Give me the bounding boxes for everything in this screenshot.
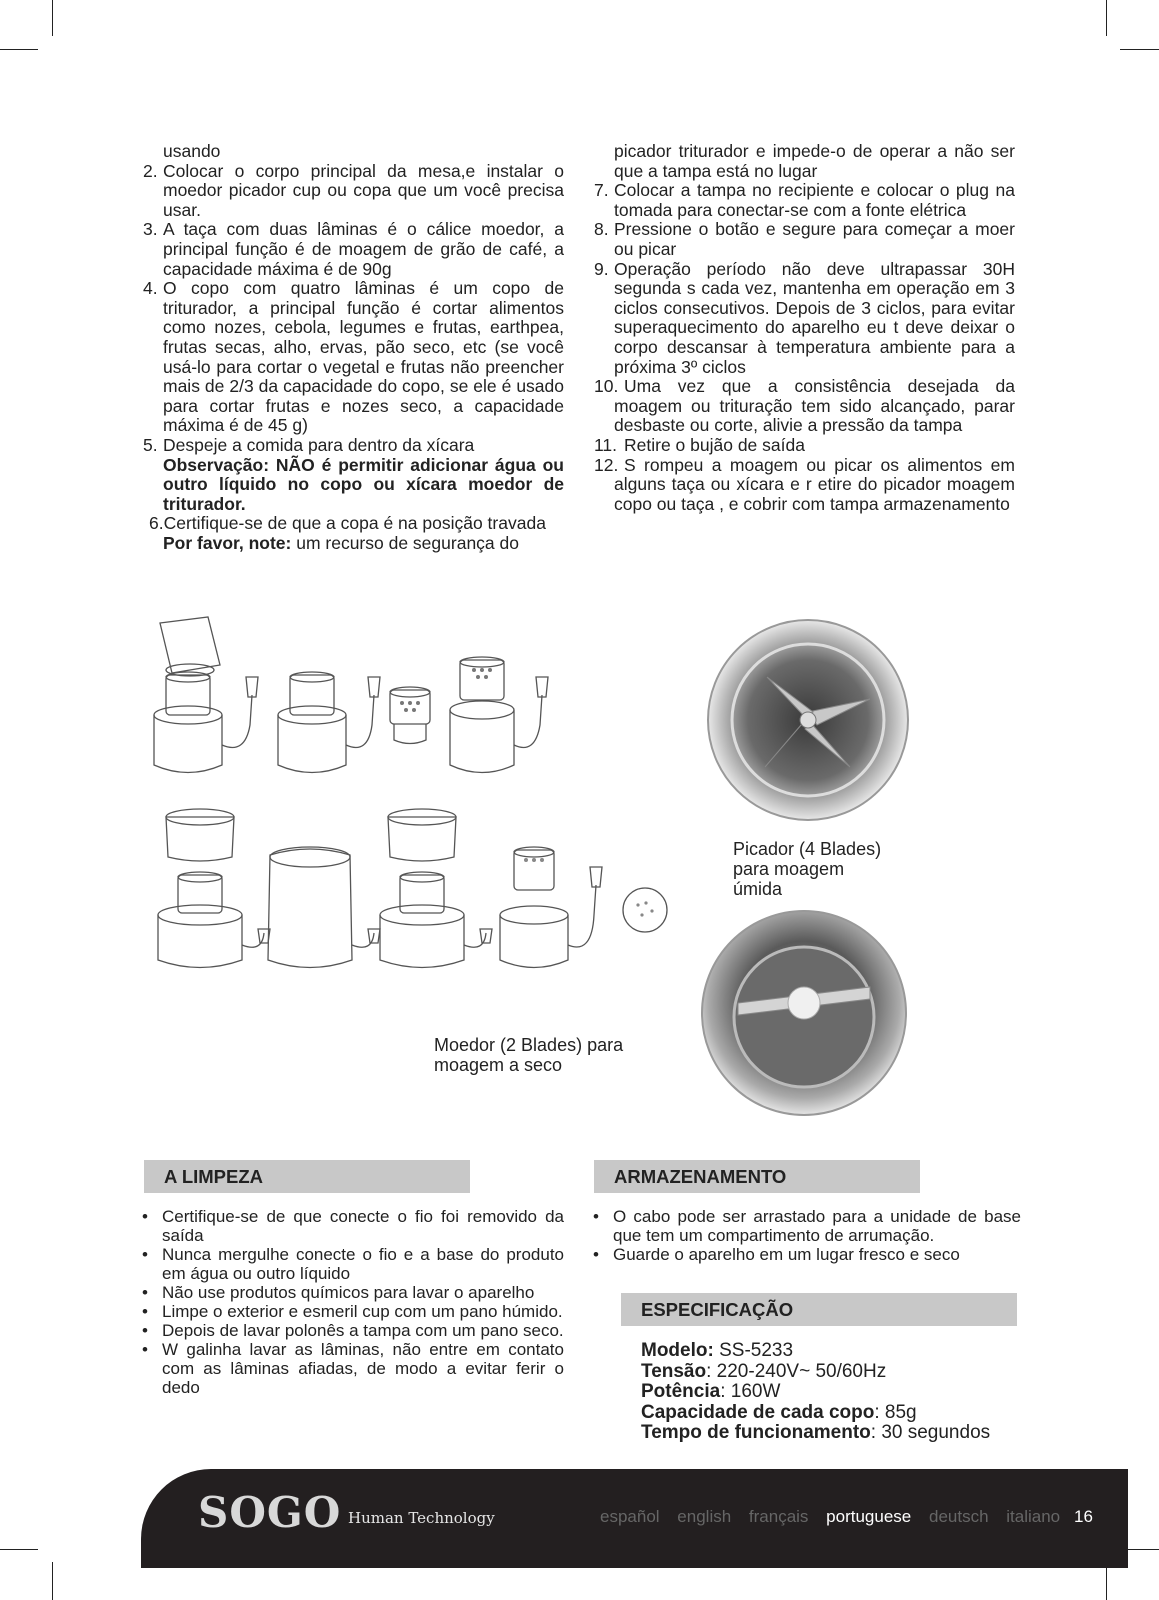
grinder-caption: Moedor (2 Blades) para moagem a seco: [434, 1035, 624, 1075]
list-item: 2. Colocar o corpo principal da mesa,e instalar o moedor picador cup ou copa que um você precisa usar.: [143, 160, 564, 220]
storage-list: [591, 1207, 1021, 1264]
continued-text: picador triturador e impede-o de operar a não ser que a tampa está no lugar: [614, 141, 1015, 181]
brand-logo: SOGO: [198, 1488, 342, 1537]
language-link: english: [677, 1507, 732, 1526]
language-link: français: [748, 1507, 809, 1526]
cleaning-list: [140, 1207, 564, 1397]
list-item: • Guarde o aparelho em um lugar fresco e seco: [591, 1245, 1021, 1264]
list-item: 7. Colocar a tampa no recipiente e colocar o plug na tomada para conectar-se com a fonte elétrica: [594, 180, 1015, 220]
specification-heading: ESPECIFICAÇÃO: [621, 1293, 1017, 1326]
language-link: italiano: [1006, 1507, 1061, 1526]
crop-mark: [1106, 0, 1107, 36]
brand-tagline: Human Technology: [348, 1509, 495, 1527]
list-item: • Certifique-se de que conecte o fio foi removido da saída: [140, 1207, 564, 1245]
assembly-illustration: [140, 615, 580, 795]
language-link: deutsch: [928, 1507, 989, 1526]
crop-mark: [1120, 49, 1159, 50]
list-item: • Não use produtos químicos para lavar o aparelho: [140, 1283, 564, 1302]
spec-power: Potência: 160W: [641, 1381, 781, 1402]
crop-mark: [0, 1549, 38, 1550]
chopper-bowl-photo: [705, 617, 911, 823]
specification-list: [641, 1341, 990, 1444]
list-item: 10. Uma vez que a consistência desejada da moagem ou trituração tem sido alcançado, parar desbaste ou corte, alivie a pressão da tampa: [594, 376, 1015, 436]
page-number: 16: [1074, 1507, 1093, 1526]
spec-voltage: Tensão: 220-240V~ 50/60Hz: [641, 1360, 887, 1382]
list-item: 9. Operação período não deve ultrapassar 30H segunda s cada vez, mantenha em operação em 3 ciclos consecutivos. Depois de 3 ciclos, para evitar superaquecimento do aparelho eu t deve deixar o corpo descansar à temperatura ambiente para a próxima 3º ciclos: [594, 258, 1015, 377]
right-column: [594, 142, 1015, 514]
list-item: 5. Despeje a comida para dentro da xícara: [143, 434, 475, 455]
crop-mark: [52, 1562, 53, 1600]
grinder-bowl-photo: [698, 907, 910, 1119]
list-item: 12. S rompeu a moagem ou picar os alimentos em alguns taça ou xícara e r etire do picador moagem copo ou taça , e cobrir com tampa armazenamento: [594, 454, 1015, 514]
storage-heading: ARMAZENAMENTO: [594, 1160, 920, 1193]
chopper-caption: Picador (4 Blades) para moagem úmida: [733, 839, 882, 899]
list-item: 11. Retire o bujão de saída: [594, 434, 805, 455]
language-link: español: [600, 1507, 660, 1526]
observation-warning: Observação: NÃO é permitir adicionar água ou outro líquido no copo ou xícara moedor de triturador.: [163, 454, 564, 514]
list-item: 8. Pressione o botão e segure para começar a moer ou picar: [594, 219, 1015, 259]
list-item: 6.Certifique-se de que a copa é na posição travada: [149, 513, 546, 534]
crop-mark: [52, 0, 53, 36]
cleaning-heading: A LIMPEZA: [144, 1160, 470, 1193]
assembly-illustration-row-2: [140, 805, 680, 995]
list-item: • O cabo pode ser arrastado para a unidade de base que tem um compartimento de arrumação.: [591, 1207, 1021, 1245]
list-item: • Depois de lavar polonês a tampa com um pano seco.: [140, 1321, 564, 1340]
spec-model: Modelo: SS-5233: [641, 1340, 794, 1361]
language-link-active: portuguese: [826, 1507, 912, 1526]
list-item: • Limpe o exterior e esmeril cup com um pano húmido.: [140, 1302, 564, 1321]
crop-mark: [0, 49, 38, 50]
spec-capacity: Capacidade de cada copo: 85g: [641, 1401, 917, 1423]
list-item: 4. O copo com quatro lâminas é um copo de triturador, a principal função é cortar alimentos como nozes, cebola, legumes e frutas, earthpea, frutas secas, alho, ervas, pão seco, etc (se você usá-lo para cortar o vegetal e frutas não preencher mais de 2/3 da capacidade do copo, se ele é usado para cortar frutas e nozes seco, a capacidade máxima é de 45 g): [143, 278, 564, 436]
spec-runtime: Tempo de funcionamento: 30 segundos: [641, 1422, 991, 1443]
continued-text: usando: [163, 141, 221, 161]
list-item: • Nunca mergulhe conecte o fio e a base do produto em água ou outro líquido: [140, 1245, 564, 1283]
left-column: [143, 142, 564, 553]
language-nav: [600, 1507, 1073, 1527]
safety-note: Por favor, note: um recurso de segurança do: [163, 532, 519, 553]
list-item: 3. A taça com duas lâminas é o cálice moedor, a principal função é de moagem de grão de café, a capacidade máxima é de 90g: [143, 219, 564, 279]
list-item: • W galinha lavar as lâminas, não entre em contato com as lâminas afiadas, de modo a evitar ferir o dedo: [140, 1340, 564, 1397]
